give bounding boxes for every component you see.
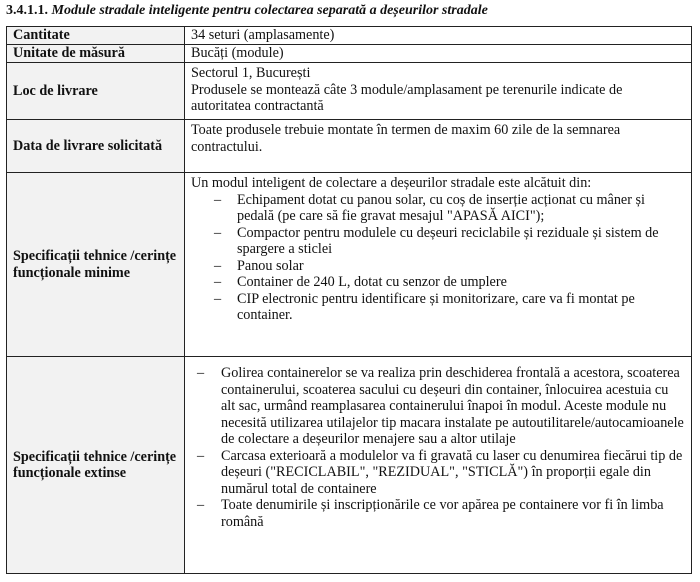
minime-intro: Un modul inteligent de colectare a deșeurilor stradale este alcătuit din: [191, 175, 592, 191]
list-item: – CIP electronic pentru identificare și monitorizare, care va fi montat pe container. [191, 291, 685, 324]
row-specificatii-extinse [7, 357, 692, 574]
value-loc-livrare [185, 63, 692, 120]
value-specificatii-extinse [185, 357, 692, 574]
row-loc-livrare [7, 63, 692, 120]
value-specificatii-minime [185, 173, 692, 357]
row-data-livrare [7, 120, 692, 173]
list-item: – Container de 240 L, dotat cu senzor de umplere [191, 274, 685, 291]
label-unitate: Unitate de măsură [7, 45, 185, 63]
value-data-livrare: Toate produsele trebuie montate în termen de maxim 60 zile de la semnarea contractului. [185, 120, 692, 173]
label-data-livrare: Data de livrare solicitată [7, 120, 185, 173]
value-cantitate: 34 seturi (amplasamente) [185, 27, 692, 45]
extinse-list [191, 365, 685, 530]
list-item: – Carcasa exterioară a modulelor va fi gravată cu laser cu denumirea fiecărui tip de deșeuri ("RECICLABIL", "REZIDUAL", "STICLĂ") în proporții egale din numărul total de containere [191, 448, 685, 498]
row-specificatii-minime [7, 173, 692, 357]
list-item: – Echipament dotat cu panou solar, cu coș de inserție acționat cu mâner și pedală (pe care să fie gravat mesajul "APASĂ AICI"); [191, 192, 685, 225]
section-heading [6, 3, 488, 19]
list-item: – Toate denumirile și inscripționările ce vor apărea pe containere vor fi în limba română [191, 497, 685, 530]
section-title: Module stradale inteligente pentru colectarea separată a deșeurilor stradale [51, 3, 488, 18]
loc-line-2: Produsele se montează câte 3 module/amplasament pe terenurile indicate de autoritatea contractantă [191, 81, 623, 114]
specification-table [6, 26, 692, 574]
label-loc-livrare: Loc de livrare [7, 63, 185, 120]
label-specificatii-minime: Specificații tehnice /cerințe funcționale minime [7, 173, 185, 357]
minime-list [191, 192, 685, 324]
list-item: – Panou solar [191, 258, 685, 275]
row-cantitate [7, 27, 692, 45]
label-cantitate: Cantitate [7, 27, 185, 45]
row-unitate [7, 45, 692, 63]
loc-line-1: Sectorul 1, București [191, 65, 311, 81]
value-unitate: Bucăți (module) [185, 45, 692, 63]
list-item: – Compactor pentru modulele cu deșeuri reciclabile și reziduale și sistem de spargere a sticlei [191, 225, 685, 258]
section-number: 3.4.1.1. [6, 3, 48, 18]
label-specificatii-extinse: Specificații tehnice /cerințe funcționale extinse [7, 357, 185, 574]
list-item: – Golirea containerelor se va realiza prin deschiderea frontală a acestora, scoaterea containerului, scoaterea sacului cu deșeuri din container, înlocuirea acestuia cu alt sac, urmând reamplasarea containerului înapoi în modul. Aceste module nu necesită utilizarea utilajelor tip macara instalate pe autoutilitarele/autocamioanele de colectare a deșeurilor menajere sau a altor utilaje [191, 365, 685, 448]
